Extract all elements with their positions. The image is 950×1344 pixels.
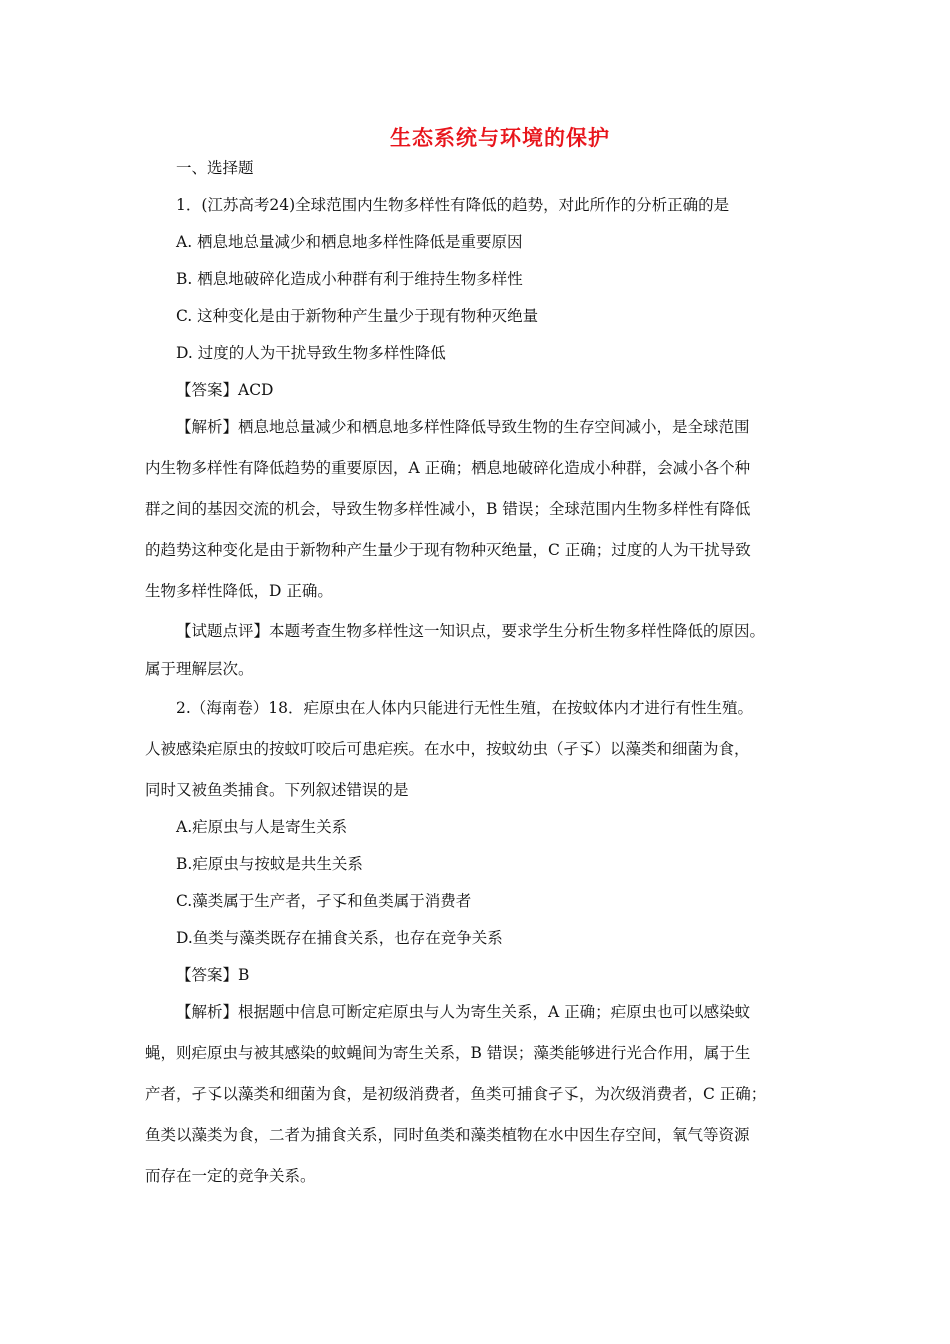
page-title: 生态系统与环境的保护: [390, 126, 610, 150]
question-1-option-a: A. 栖息地总量减少和栖息地多样性降低是重要原因: [176, 233, 523, 251]
section-heading: 一、选择题: [176, 159, 254, 177]
question-1-comment-line: 属于理解层次。: [145, 660, 254, 678]
question-1-comment-line: 【试题点评】本题考查生物多样性这一知识点，要求学生分析生物多样性降低的原因。: [176, 622, 766, 640]
question-2-answer: 【答案】B: [176, 966, 250, 984]
question-1-analysis-line: 的趋势这种变化是由于新物种产生量少于现有物种灭绝量，C 正确；过度的人为干扰导致: [145, 541, 751, 559]
question-1-option-c: C. 这种变化是由于新物种产生量少于现有物种灭绝量: [176, 307, 539, 325]
question-2-analysis-line: 【解析】根据题中信息可断定疟原虫与人为寄生关系，A 正确；疟原虫也可以感染蚊: [176, 1003, 751, 1021]
question-2-analysis-line: 产者，孑孓以藻类和细菌为食，是初级消费者，鱼类可捕食孑孓，为次级消费者，C 正确；: [145, 1085, 767, 1103]
question-2-stem-line: 人被感染疟原虫的按蚊叮咬后可患疟疾。在水中，按蚊幼虫（孑孓）以藻类和细菌为食，: [145, 740, 750, 758]
question-2-option-b: B.疟原虫与按蚊是共生关系: [176, 855, 363, 873]
question-1-answer: 【答案】ACD: [176, 381, 274, 399]
question-2-analysis-line: 蝇，则疟原虫与被其感染的蚊蝇间为寄生关系，B 错误；藻类能够进行光合作用，属于生: [145, 1044, 751, 1062]
question-2-stem-line: 同时又被鱼类捕食。下列叙述错误的是: [145, 781, 409, 799]
question-2-option-c: C.藻类属于生产者，孑孓和鱼类属于消费者: [176, 892, 472, 910]
question-2-option-d: D.鱼类与藻类既存在捕食关系，也存在竞争关系: [176, 929, 503, 947]
question-1-stem: 1．(江苏高考24)全球范围内生物多样性有降低的趋势，对此所作的分析正确的是: [176, 196, 730, 214]
question-2-analysis-line: 鱼类以藻类为食，二者为捕食关系，同时鱼类和藻类植物在水中因生存空间，氧气等资源: [145, 1126, 750, 1144]
question-1-analysis-line: 【解析】栖息地总量减少和栖息地多样性降低导致生物的生存空间减小，是全球范围: [176, 418, 750, 436]
question-1-option-d: D. 过度的人为干扰导致生物多样性降低: [176, 344, 446, 362]
question-2-analysis-line: 而存在一定的竞争关系。: [145, 1167, 316, 1185]
question-1-analysis-line: 生物多样性降低，D 正确。: [145, 582, 333, 600]
question-2-stem-line: 2.（海南卷）18．疟原虫在人体内只能进行无性生殖，在按蚊体内才进行有性生殖。: [176, 699, 754, 717]
question-1-option-b: B. 栖息地破碎化造成小种群有利于维持生物多样性: [176, 270, 523, 288]
question-2-option-a: A.疟原虫与人是寄生关系: [176, 818, 348, 836]
question-1-analysis-line: 内生物多样性有降低趋势的重要原因，A 正确；栖息地破碎化造成小种群，会减小各个种: [145, 459, 751, 477]
question-1-analysis-line: 群之间的基因交流的机会，导致生物多样性减小，B 错误；全球范围内生物多样性有降低: [145, 500, 751, 518]
